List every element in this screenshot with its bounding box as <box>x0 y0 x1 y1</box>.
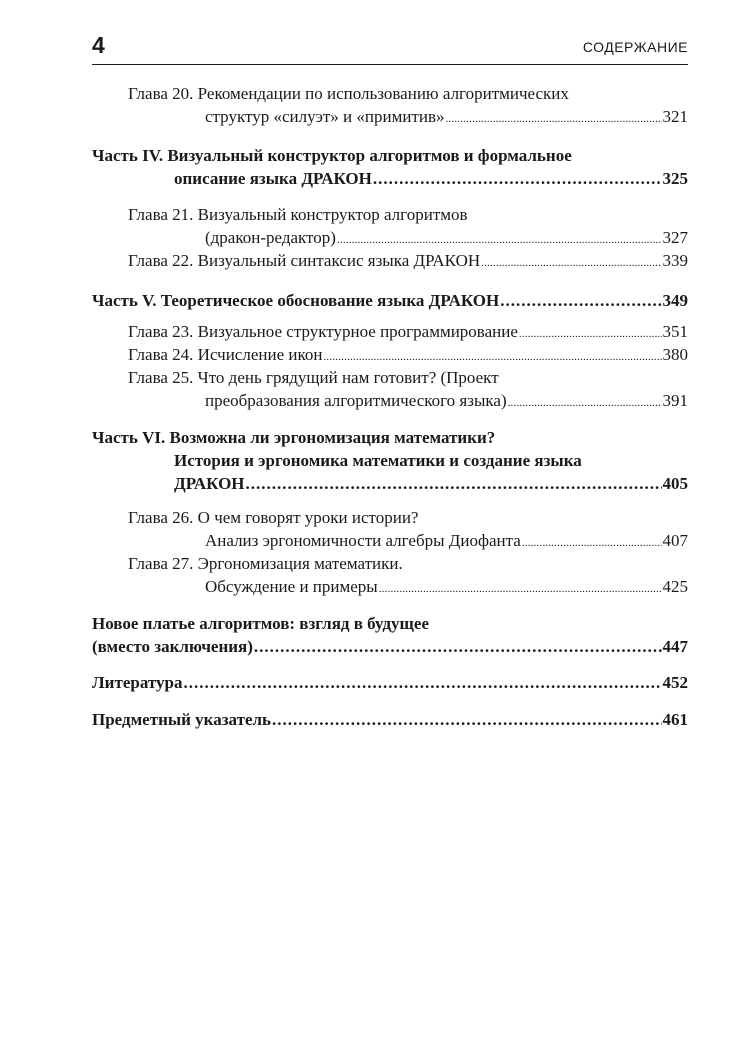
leader-dots <box>272 710 661 730</box>
toc-page-number: 405 <box>662 474 688 493</box>
toc-part-4-title-cont: описание языка ДРАКОН <box>174 169 372 188</box>
toc-chapter-26-title-cont: Анализ эргономичности алгебры Диофанта <box>205 531 521 550</box>
toc-chapter-25-title: Глава 25. Что день грядущий нам готовит? (Проект <box>128 368 499 387</box>
page-number: 4 <box>92 32 105 58</box>
toc-part-6[interactable] <box>174 474 688 496</box>
toc-chapter-27-title-cont: Обсуждение и примеры <box>205 577 378 596</box>
toc-part-6-title-cont: История и эргономика математики и создание языка <box>174 451 582 470</box>
leader-dots <box>246 474 662 494</box>
toc-part-6-line1 <box>92 428 688 450</box>
toc-chapter-25-title-cont: преобразования алгоритмического языка) <box>205 391 507 410</box>
toc-chapter-26-title: Глава 26. О чем говорят уроки истории? <box>128 508 419 527</box>
toc-page-number: 349 <box>662 291 688 310</box>
toc-chapter-21-line1 <box>128 205 688 227</box>
leader-dots <box>183 673 661 693</box>
toc-chapter-25-line1 <box>128 368 688 390</box>
toc-chapter-27[interactable] <box>205 577 688 599</box>
toc-page-number: 391 <box>662 391 688 410</box>
toc-chapter-27-line1 <box>128 554 688 576</box>
toc-chapter-22[interactable] <box>128 251 688 273</box>
leader-dots <box>522 531 662 551</box>
leader-dots <box>254 637 662 657</box>
toc-literature-title: Литература <box>92 673 183 692</box>
toc-chapter-20-title-cont: структур «силуэт» и «примитив» <box>205 107 445 126</box>
toc-part-5-title: Часть V. Теоретическое обоснование языка ДРАКОН <box>92 291 500 310</box>
toc-page-number: 339 <box>662 251 688 270</box>
leader-dots <box>323 345 661 365</box>
toc-part-4-title: Часть IV. Визуальный конструктор алгоритмов и формальное <box>92 146 572 165</box>
toc-chapter-20[interactable] <box>205 107 688 129</box>
toc-part-4-line1 <box>92 146 688 168</box>
toc-chapter-21[interactable] <box>205 228 688 250</box>
toc-page-number: 452 <box>662 673 688 692</box>
leader-dots <box>379 577 662 597</box>
toc-page-number: 321 <box>662 107 688 126</box>
leader-dots <box>446 107 662 127</box>
toc-page-number: 447 <box>662 637 688 656</box>
toc-page-number: 327 <box>662 228 688 247</box>
toc-chapter-26[interactable] <box>205 531 688 553</box>
toc-chapter-23-title: Глава 23. Визуальное структурное программирование <box>128 322 518 341</box>
toc-literature[interactable] <box>92 673 688 695</box>
toc-page-number: 325 <box>662 169 688 188</box>
leader-dots <box>500 291 661 311</box>
toc-page-number: 407 <box>662 531 688 550</box>
toc-page-number: 380 <box>662 345 688 364</box>
toc-part-5[interactable] <box>92 291 688 313</box>
toc-part-6-title: Часть VI. Возможна ли эргономизация математики? <box>92 428 496 447</box>
toc-page-number: 461 <box>662 710 688 729</box>
toc-conclusion-title-cont: (вместо заключения) <box>92 637 253 656</box>
toc-chapter-21-title: Глава 21. Визуальный конструктор алгоритмов <box>128 205 468 224</box>
toc-chapter-20-line1 <box>128 84 688 106</box>
leader-dots <box>519 322 662 342</box>
toc-conclusion[interactable] <box>92 637 688 659</box>
toc-part-6-line2 <box>174 451 688 473</box>
toc-chapter-23[interactable] <box>128 322 688 344</box>
running-title: СОДЕРЖАНИЕ <box>582 39 688 55</box>
toc-page-number: 351 <box>662 322 688 341</box>
toc-chapter-26-line1 <box>128 508 688 530</box>
toc-part-4[interactable] <box>174 169 688 191</box>
toc-chapter-21-title-cont: (дракон-редактор) <box>205 228 336 247</box>
toc-page-number: 425 <box>662 577 688 596</box>
toc-chapter-22-title: Глава 22. Визуальный синтаксис языка ДРАКОН <box>128 251 481 270</box>
toc-conclusion-line1 <box>92 614 688 636</box>
page-header <box>92 30 688 65</box>
leader-dots <box>508 391 662 411</box>
leader-dots <box>337 228 662 248</box>
toc-part-6-title-cont: ДРАКОН <box>174 474 245 493</box>
toc-subject-index-title: Предметный указатель <box>92 710 272 729</box>
toc-chapter-25[interactable] <box>205 391 688 413</box>
leader-dots <box>481 251 661 271</box>
toc-chapter-20-title: Глава 20. Рекомендации по использованию алгоритмических <box>128 84 569 103</box>
toc-chapter-24[interactable] <box>128 345 688 367</box>
toc-chapter-24-title: Глава 24. Исчисление икон <box>128 345 323 364</box>
toc-conclusion-title: Новое платье алгоритмов: взгляд в будущее <box>92 614 430 633</box>
toc-subject-index[interactable] <box>92 710 688 732</box>
leader-dots <box>373 169 662 189</box>
toc-chapter-27-title: Глава 27. Эргономизация математики. <box>128 554 403 573</box>
